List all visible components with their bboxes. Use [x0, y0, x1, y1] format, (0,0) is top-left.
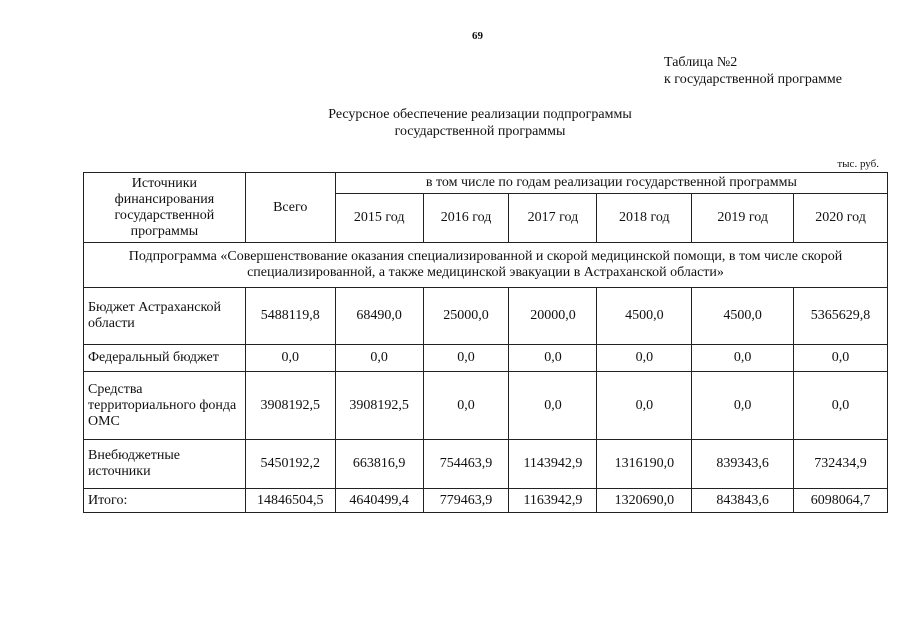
row-value: 20000,0 — [509, 288, 597, 345]
row-total: 14846504,5 — [245, 489, 335, 513]
document-title — [250, 106, 710, 140]
row-value: 0,0 — [423, 372, 509, 440]
row-value: 732434,9 — [794, 440, 888, 489]
row-value: 0,0 — [423, 345, 509, 372]
row-value: 0,0 — [692, 345, 794, 372]
row-value: 663816,9 — [335, 440, 423, 489]
funding-table — [83, 172, 888, 513]
title-line-1: Ресурсное обеспечение реализации подпрограммы — [328, 107, 632, 122]
row-value: 1163942,9 — [509, 489, 597, 513]
subprogram-name: Подпрограмма «Совершенствование оказания специализированной и скорой медицинской помощи, в том числе скорой специализированной, а также медицинской эвакуации в Астраханской области» — [84, 243, 888, 288]
row-value: 779463,9 — [423, 489, 509, 513]
table-row — [84, 345, 888, 372]
row-total: 5488119,8 — [245, 288, 335, 345]
row-value: 5365629,8 — [794, 288, 888, 345]
header-years-group: в том числе по годам реализации государственной программы — [335, 173, 887, 194]
header-year: 2017 год — [509, 194, 597, 243]
header-year: 2019 год — [692, 194, 794, 243]
row-total: 3908192,5 — [245, 372, 335, 440]
page-number: 69 — [472, 30, 483, 42]
subprogram-row — [84, 243, 888, 288]
row-value: 4500,0 — [597, 288, 692, 345]
row-value: 0,0 — [509, 345, 597, 372]
header-year: 2018 год — [597, 194, 692, 243]
annex-line-2: к государственной программе — [664, 72, 842, 87]
row-value: 0,0 — [509, 372, 597, 440]
row-value: 3908192,5 — [335, 372, 423, 440]
row-value: 0,0 — [794, 372, 888, 440]
header-row — [84, 173, 888, 194]
row-value: 843843,6 — [692, 489, 794, 513]
table-row-total — [84, 489, 888, 513]
row-label: Бюджет Астраханской области — [84, 288, 246, 345]
row-value: 6098064,7 — [794, 489, 888, 513]
row-value: 1316190,0 — [597, 440, 692, 489]
header-year: 2015 год — [335, 194, 423, 243]
table-row — [84, 288, 888, 345]
table-row — [84, 440, 888, 489]
row-label: Внебюджетные источники — [84, 440, 246, 489]
row-value: 0,0 — [335, 345, 423, 372]
row-value: 68490,0 — [335, 288, 423, 345]
header-total: Всего — [245, 173, 335, 243]
annex-label — [664, 54, 842, 88]
units-label: тыс. руб. — [837, 158, 879, 170]
row-value: 4640499,4 — [335, 489, 423, 513]
row-label: Средства территориального фонда ОМС — [84, 372, 246, 440]
title-line-2: государственной программы — [394, 124, 566, 139]
row-value: 1320690,0 — [597, 489, 692, 513]
table-row — [84, 372, 888, 440]
row-value: 0,0 — [692, 372, 794, 440]
row-label: Федеральный бюджет — [84, 345, 246, 372]
row-value: 0,0 — [794, 345, 888, 372]
row-value: 0,0 — [597, 345, 692, 372]
row-value: 839343,6 — [692, 440, 794, 489]
row-value: 754463,9 — [423, 440, 509, 489]
row-value: 1143942,9 — [509, 440, 597, 489]
row-value: 0,0 — [597, 372, 692, 440]
row-value: 25000,0 — [423, 288, 509, 345]
row-label: Итого: — [84, 489, 246, 513]
annex-line-1: Таблица №2 — [664, 55, 738, 70]
row-total: 0,0 — [245, 345, 335, 372]
header-sources: Источники финансирования государственной программы — [84, 173, 246, 243]
header-year: 2016 год — [423, 194, 509, 243]
row-total: 5450192,2 — [245, 440, 335, 489]
row-value: 4500,0 — [692, 288, 794, 345]
header-year: 2020 год — [794, 194, 888, 243]
